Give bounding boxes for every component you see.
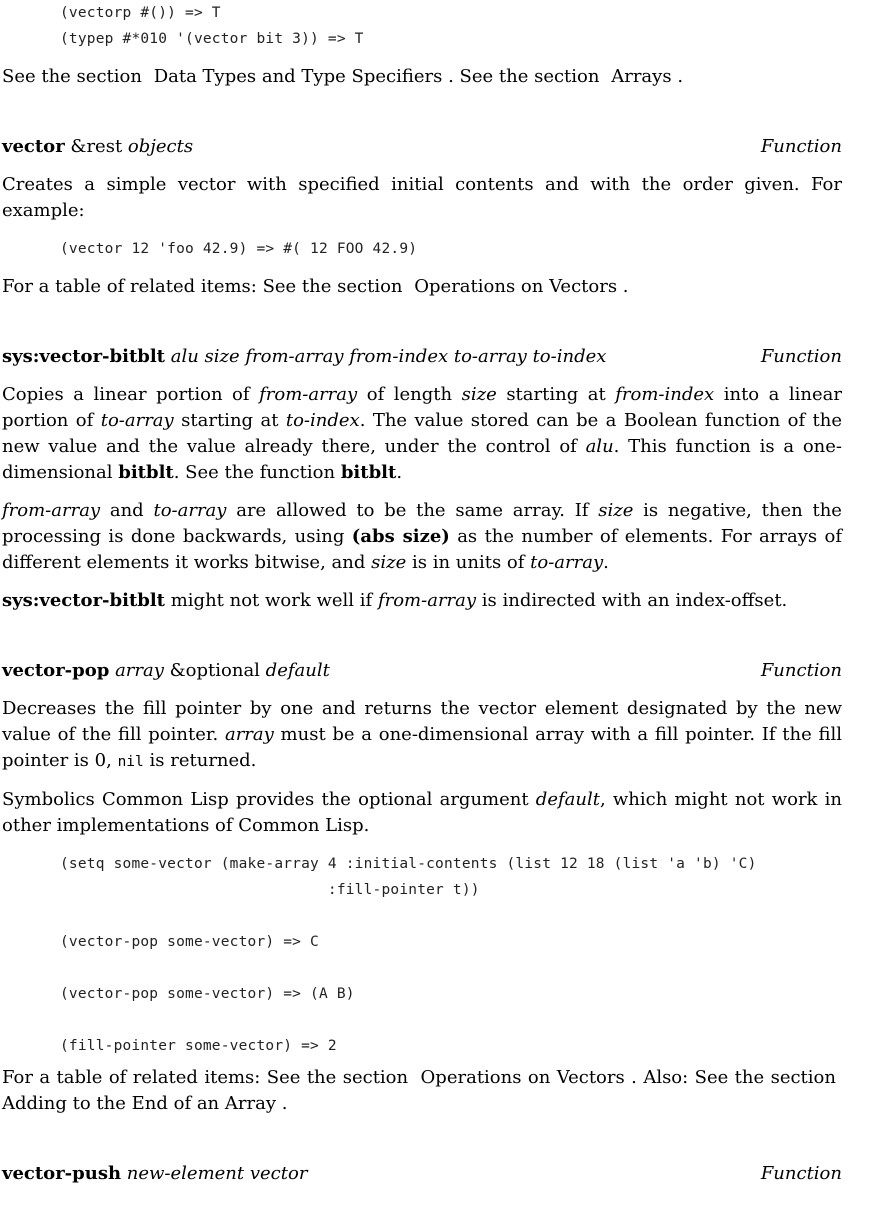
- code-line: (typep #*010 '(vector bit 3)) => T: [60, 31, 364, 47]
- link-data-types[interactable]: Data Types and Type Specifiers: [153, 66, 443, 87]
- description: Symbolics Common Lisp provides the optional argument default, which might not work in other implementations of Common Lisp.: [2, 789, 842, 836]
- see-also-paragraph: See the section Data Types and Type Specifiers . See the section Arrays .: [2, 66, 684, 87]
- description: Creates a simple vector with specified initial contents and with the order given. For example:: [2, 174, 842, 221]
- function-name: vector-push: [2, 1163, 122, 1184]
- related-items: For a table of related items: See the section Operations on Vectors . Also: See the section Adding to the End of an Array .: [2, 1067, 836, 1114]
- description: sys:vector-bitblt might not work well if from-array is indirected with an index-offset.: [2, 590, 788, 611]
- code-line: (vector-pop some-vector) => C: [60, 934, 319, 950]
- related-items: For a table of related items: See the section Operations on Vectors .: [2, 276, 629, 297]
- code-line: (vector-pop some-vector) => (A B): [60, 986, 355, 1002]
- entry-header-vector-pop: vector-pop array &optional default Function: [2, 658, 842, 684]
- entry-kind: Function: [760, 136, 842, 157]
- entry-kind: Function: [760, 660, 842, 681]
- entry-header-vector-push: vector-push new-element vector Function: [2, 1161, 842, 1187]
- link-operations-on-vectors[interactable]: Operations on Vectors: [420, 1067, 625, 1088]
- description: Copies a linear portion of from-array of length size starting at from-index into a linear portion of to-array starting at to-index. The value stored can be a Boolean function of the new value and the value already there, under the control of alu. This function is a one-dimensional bitblt. See the function bitblt.: [2, 384, 843, 483]
- description: from-array and to-array are allowed to be the same array. If size is negative, then the processing is done backwards, using (abs size) as the number of elements. For arrays of different elements it works bitwise, and size is in units of to-array.: [2, 500, 843, 573]
- document-page: [2, 0, 842, 1187]
- function-name: vector-pop: [2, 660, 110, 681]
- code-line: (vectorp #()) => T: [60, 5, 221, 21]
- description: Decreases the fill pointer by one and returns the vector element designated by the new value of the fill pointer. array must be a one-dimensional array with a fill pointer. If the fill pointer is 0, nil is returned.: [2, 698, 842, 771]
- code-line: (setq some-vector (make-array 4 :initial-contents (list 12 18 (list 'a 'b) 'C): [60, 856, 757, 872]
- link-adding-to-end-of-array[interactable]: Adding to the End of an Array: [2, 1093, 276, 1114]
- link-operations-on-vectors[interactable]: Operations on Vectors: [414, 276, 618, 297]
- entry-header-vector: vector &rest objects Function: [2, 134, 842, 160]
- link-arrays[interactable]: Arrays: [611, 66, 672, 87]
- function-name: vector: [2, 136, 65, 157]
- function-name: sys:vector-bitblt: [2, 346, 165, 367]
- code-line: :fill-pointer t)): [60, 882, 480, 898]
- code-line: (fill-pointer some-vector) => 2: [60, 1038, 337, 1054]
- entry-kind: Function: [760, 346, 842, 367]
- entry-kind: Function: [760, 1163, 842, 1184]
- entry-header-vector-bitblt: sys:vector-bitblt alu size from-array from-index to-array to-index Function: [2, 344, 842, 370]
- code-line: (vector 12 'foo 42.9) => #( 12 FOO 42.9): [60, 241, 418, 257]
